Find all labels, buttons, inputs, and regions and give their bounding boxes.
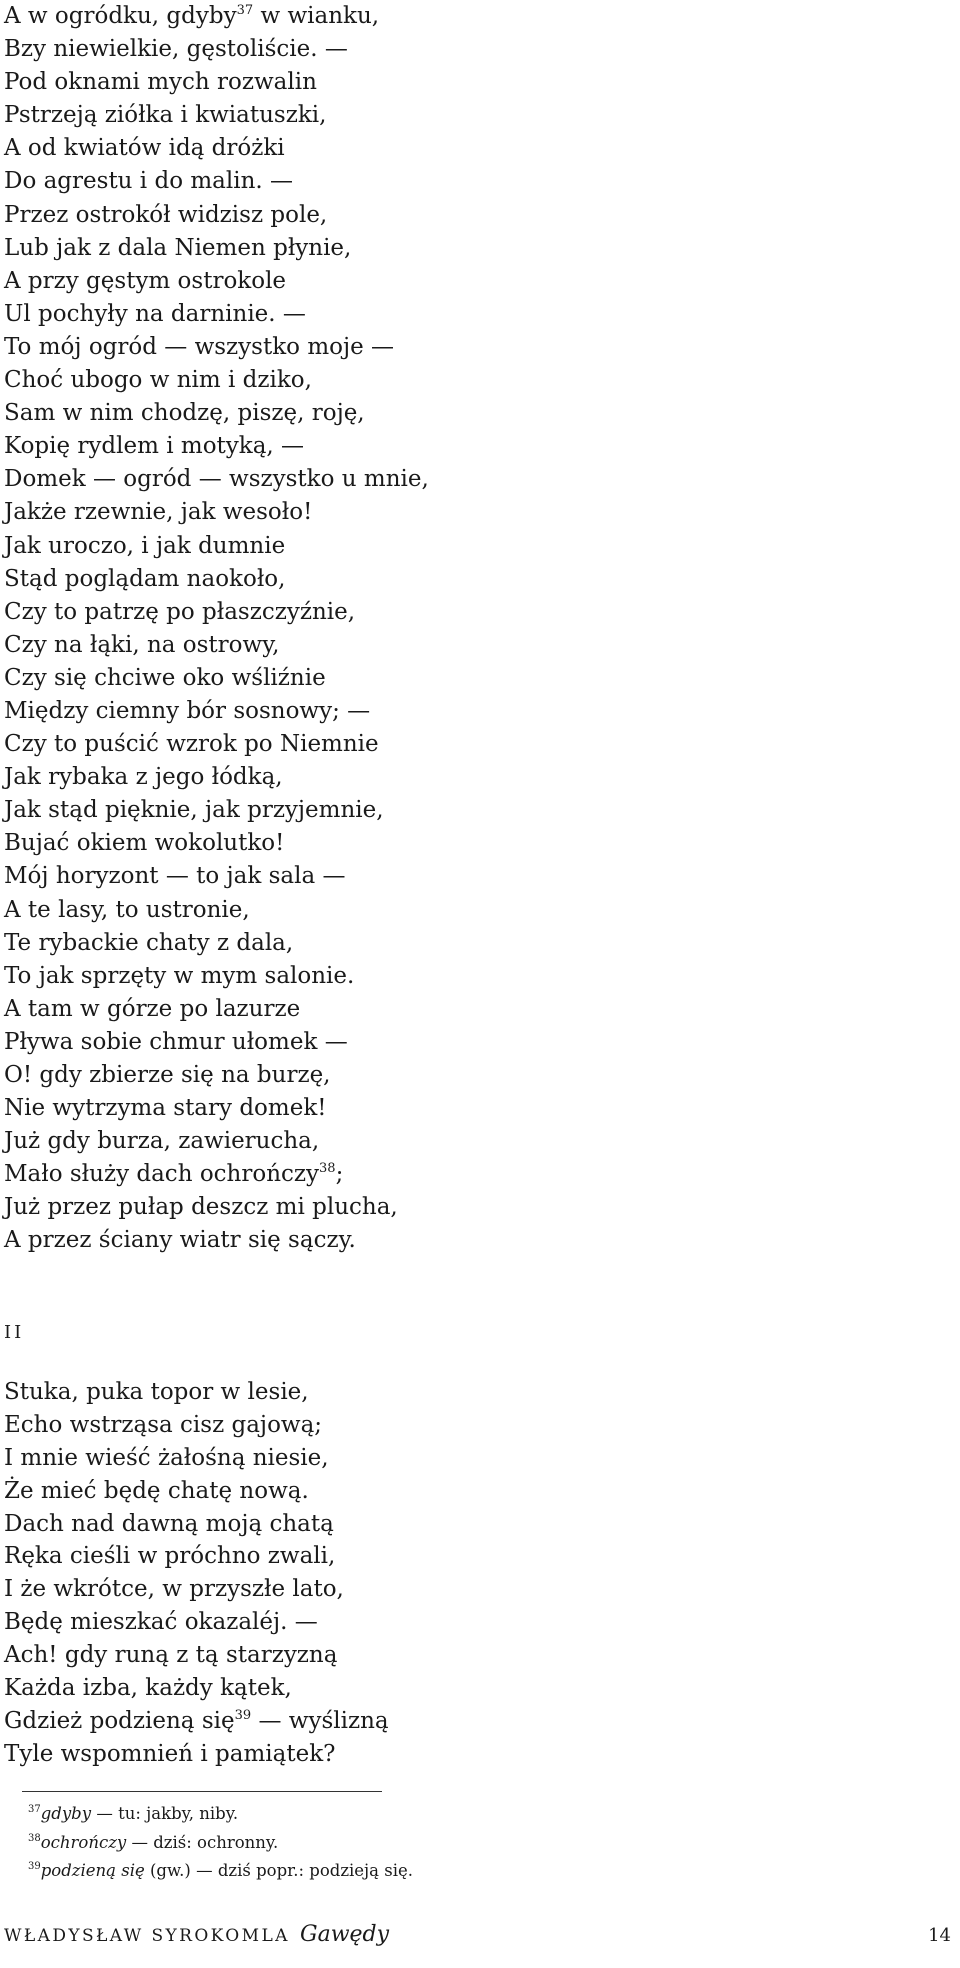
poem-line: A tam w górze po lazurze — [4, 995, 301, 1022]
poem-line: Do agrestu i do malin. — — [4, 168, 294, 195]
footnote-number: 39 — [28, 1861, 41, 1872]
poem-line: Jak stąd pięknie, jak przyjemnie, — [4, 797, 384, 824]
poem-line: Mój horyzont — to jak sala — — [4, 863, 346, 890]
poem-line: Pływa sobie chmur ułomek — — [4, 1028, 348, 1055]
poem-line: Ręka cieśli w próchno zwali, — [4, 1543, 336, 1570]
poem-line: Te rybackie chaty z dala, — [4, 929, 294, 956]
footnote-ref[interactable]: 38 — [319, 1161, 336, 1177]
poem-line: Czy to patrzę po płaszczyźnie, — [4, 598, 356, 625]
poem-line: A przez ściany wiatr się sączy. — [4, 1227, 356, 1254]
footnote-number: 37 — [28, 1804, 41, 1815]
poem-line: Mało służy dach ochrończy$^{38}$; — [4, 1161, 344, 1188]
footer-author: WŁADYSŁAW SYROKOMLA — [4, 1926, 290, 1946]
footnote-text: (gw.) — dziś popr.: podzieją się. — [144, 1861, 414, 1880]
poem-line: Tyle wspomnień i pamiątek? — [4, 1740, 336, 1767]
poem-line: To mój ogród — wszystko moje — — [4, 333, 395, 360]
poem-line: Kopię rydlem i motyką, — — [4, 433, 305, 460]
poem-line: Domek — ogród — wszystko u mnie, — [4, 466, 429, 493]
footnote-number: 38 — [28, 1832, 41, 1844]
poem-line: A przy gęstym ostrokole — [4, 267, 287, 294]
poem-line: Przez ostrokół widzisz pole, — [4, 201, 328, 228]
poem-line: Każda izba, każdy kątek, — [4, 1675, 292, 1702]
poem-line: Stuka, puka topor w lesie, — [4, 1379, 309, 1405]
poem-line: A od kwiatów idą dróżki — [4, 135, 285, 162]
poem-line: Czy to puścić wzrok po Niemnie — [4, 731, 379, 758]
poem-line: To jak sprzęty w mym salonie. — [4, 962, 355, 989]
footnote-term: ochrończy — [40, 1832, 127, 1852]
poem-line: Pod oknami mych rozwalin — [4, 69, 317, 96]
footer-book-title: Gawędy — [300, 1922, 390, 1947]
footnotes — [28, 1800, 413, 1886]
poem-line: Dach nad dawną moją chatą — [4, 1510, 334, 1537]
poem-line: Lub jak z dala Niemen płynie, — [4, 234, 352, 261]
poem-line: A w ogródku, gdyby$^{37}$ w wianku, — [4, 3, 380, 29]
footnote-text: — tu: jakby, niby. — [91, 1804, 239, 1823]
poem-line: Już przez pułap deszcz mi plucha, — [4, 1194, 398, 1221]
poem-line: Że mieć będę chatę nową. — [4, 1477, 309, 1504]
poem-line: O! gdy zbierze się na burzę, — [4, 1062, 331, 1088]
poem-line: Jakże rzewnie, jak wesoło! — [4, 499, 313, 526]
poem-line: Czy na łąki, na ostrowy, — [4, 631, 280, 658]
poem-line: I że wkrótce, w przyszłe lato, — [4, 1576, 344, 1603]
poem-line: Czy się chciwe oko wśliźnie — [4, 664, 326, 691]
footnote — [28, 1800, 413, 1829]
footnote — [28, 1829, 413, 1858]
footnote-divider — [22, 1791, 382, 1792]
footnote-text: — dziś: ochronny. — [126, 1832, 279, 1852]
poem-line: I mnie wieść żałośną niesie, — [4, 1444, 329, 1471]
poem-line: Już gdy burza, zawierucha, — [4, 1128, 320, 1155]
poem-part-1 — [4, 0, 429, 1258]
poem-line: Choć ubogo w nim i dziko, — [4, 367, 312, 394]
poem-line: A te lasy, to ustronie, — [4, 896, 250, 923]
poem-line: Echo wstrząsa cisz gajową; — [4, 1411, 323, 1438]
footnote-term: gdyby — [40, 1804, 92, 1823]
footnote-ref[interactable]: 39 — [234, 1707, 252, 1723]
poem-line: Będę mieszkać okazaléj. — — [4, 1609, 318, 1636]
footnote-term: podzieną się — [40, 1861, 145, 1880]
poem-line: Jak uroczo, i jak dumnie — [4, 532, 286, 559]
poem-line: Ul pochyły na darninie. — — [4, 300, 306, 327]
section-number: II — [4, 1322, 25, 1343]
poem-line: Pstrzeją ziółka i kwiatuszki, — [4, 102, 327, 129]
poem-line: Bzy niewielkie, gęstoliście. — — [4, 36, 348, 63]
poem-line: Nie wytrzyma stary domek! — [4, 1095, 327, 1122]
poem-line: Ach! gdy runą z tą starzyzną — [4, 1642, 338, 1669]
footnote — [28, 1857, 413, 1886]
poem-line: Gdzież podzieną się$^{39}$ — wyślizną — [4, 1707, 389, 1734]
poem-line: Jak rybaka z jego łódką, — [4, 764, 283, 791]
footnote-ref[interactable]: 37 — [236, 3, 254, 18]
poem-line: Stąd poglądam naokoło, — [4, 565, 286, 592]
page-number: 14 — [928, 1925, 951, 1946]
poem-part-2 — [4, 1376, 389, 1771]
poem-line: Bujać okiem wokolutko! — [4, 830, 285, 857]
poem-line: Między ciemny bór sosnowy; — — [4, 697, 371, 724]
poem-line: Sam w nim chodzę, piszę, roję, — [4, 400, 365, 427]
